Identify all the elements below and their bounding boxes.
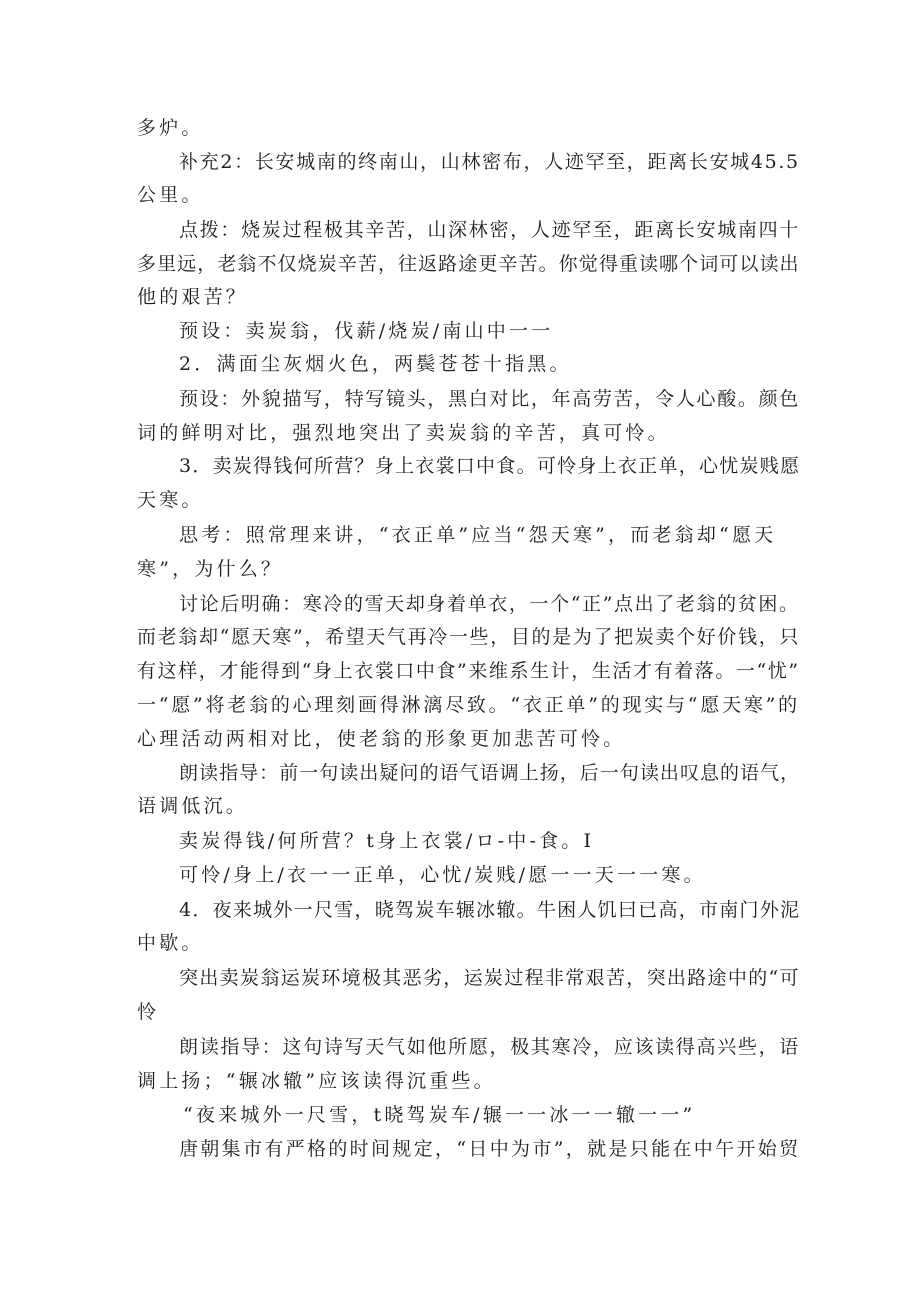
text-line: 预设：外貌描写，特写镜头，黑白对比，年高劳苦，令人心酸。颜色 <box>179 388 801 410</box>
text-line: 多里远，老翁不仅烧炭辛苦，往返路途更辛苦。你觉得重读哪个词可以读出 <box>137 253 800 275</box>
text-line: 天寒。 <box>137 489 204 511</box>
text-line: 卖炭得钱/何所营？t身上衣裳/ロ-中-食。I <box>179 830 595 852</box>
text-line: 预设：卖炭翁，伐薪/烧炭/南山中一一 <box>179 320 554 342</box>
text-line: 唐朝集市有严格的时间规定，“日中为市”，就是只能在中午开始贸 <box>179 1138 801 1160</box>
text-line: 词的鲜明对比，强烈地突出了卖炭翁的辛苦，真可怜。 <box>137 422 670 444</box>
text-line: 公里。 <box>137 184 204 206</box>
text-line: 讨论后明确：寒冷的雪天却身着单衣，一个“正”点出了老翁的贫困。 <box>179 593 800 615</box>
text-line: 有这样，才能得到“身上衣裳口中食”来维系生计，生活才有着落。一“忧” <box>137 660 800 682</box>
text-line: 心理活动两相对比，使老翁的形象更加悲苦可怜。 <box>137 728 626 750</box>
text-line: 4．夜来城外一尺雪，晓驾炭车辗冰辙。牛困人饥曰已高，市南门外泥 <box>179 899 801 921</box>
text-line: 调上扬；“辗冰辙”应该读得沉重些。 <box>137 1070 496 1092</box>
text-line: 多炉。 <box>137 117 204 139</box>
text-line: 可怜/身上/衣一一正单，心忧/炭贱/愿一一天一一寒。 <box>179 864 706 886</box>
text-line: 怜 <box>137 1001 160 1023</box>
text-line: “夜来城外一尺雪，t晓驾炭车/辗一一冰一一辙一一” <box>183 1104 696 1126</box>
text-line: 2．满面尘灰烟火色，两鬓苍苍十指黑。 <box>179 353 572 375</box>
text-line: 朗读指导：前一句读出疑问的语气语调上扬，后一句读出叹息的语气， <box>179 762 801 784</box>
text-line: 点拨：烧炭过程极其辛苦，山深林密，人迹罕至，距离长安城南四十 <box>179 219 801 241</box>
text-line: 他的艰苦？ <box>137 286 249 308</box>
text-line: 3．卖炭得钱何所营？身上衣裳口中食。可怜身上衣正单，心忧炭贱愿 <box>179 455 801 477</box>
text-line: 补充2：长安城南的终南山，山林密布，人迹罕至，距离长安城45.5 <box>179 151 800 173</box>
text-line: 语调低沉。 <box>137 795 249 817</box>
text-line: 寒”，为什么？ <box>137 558 284 580</box>
text-line: 一“愿”将老翁的心理刻画得淋漓尽致。“衣正单”的现实与“愿天寒”的 <box>137 694 800 716</box>
text-line: 思考：照常理来讲，“衣正单”应当“怨天寒”，而老翁却“愿天 <box>179 524 777 546</box>
text-line: 朗读指导：这句诗写天气如他所愿，极其寒冷，应该读得高兴些，语 <box>179 1036 801 1058</box>
text-line: 中歇。 <box>137 932 204 954</box>
text-line: 突出卖炭翁运炭环境极其恶劣，运炭过程非常艰苦，突出路途中的“可 <box>179 967 800 989</box>
text-line: 而老翁却“愿天寒”，希望天气再冷一些，目的是为了把炭卖个好价钱，只 <box>137 626 801 648</box>
